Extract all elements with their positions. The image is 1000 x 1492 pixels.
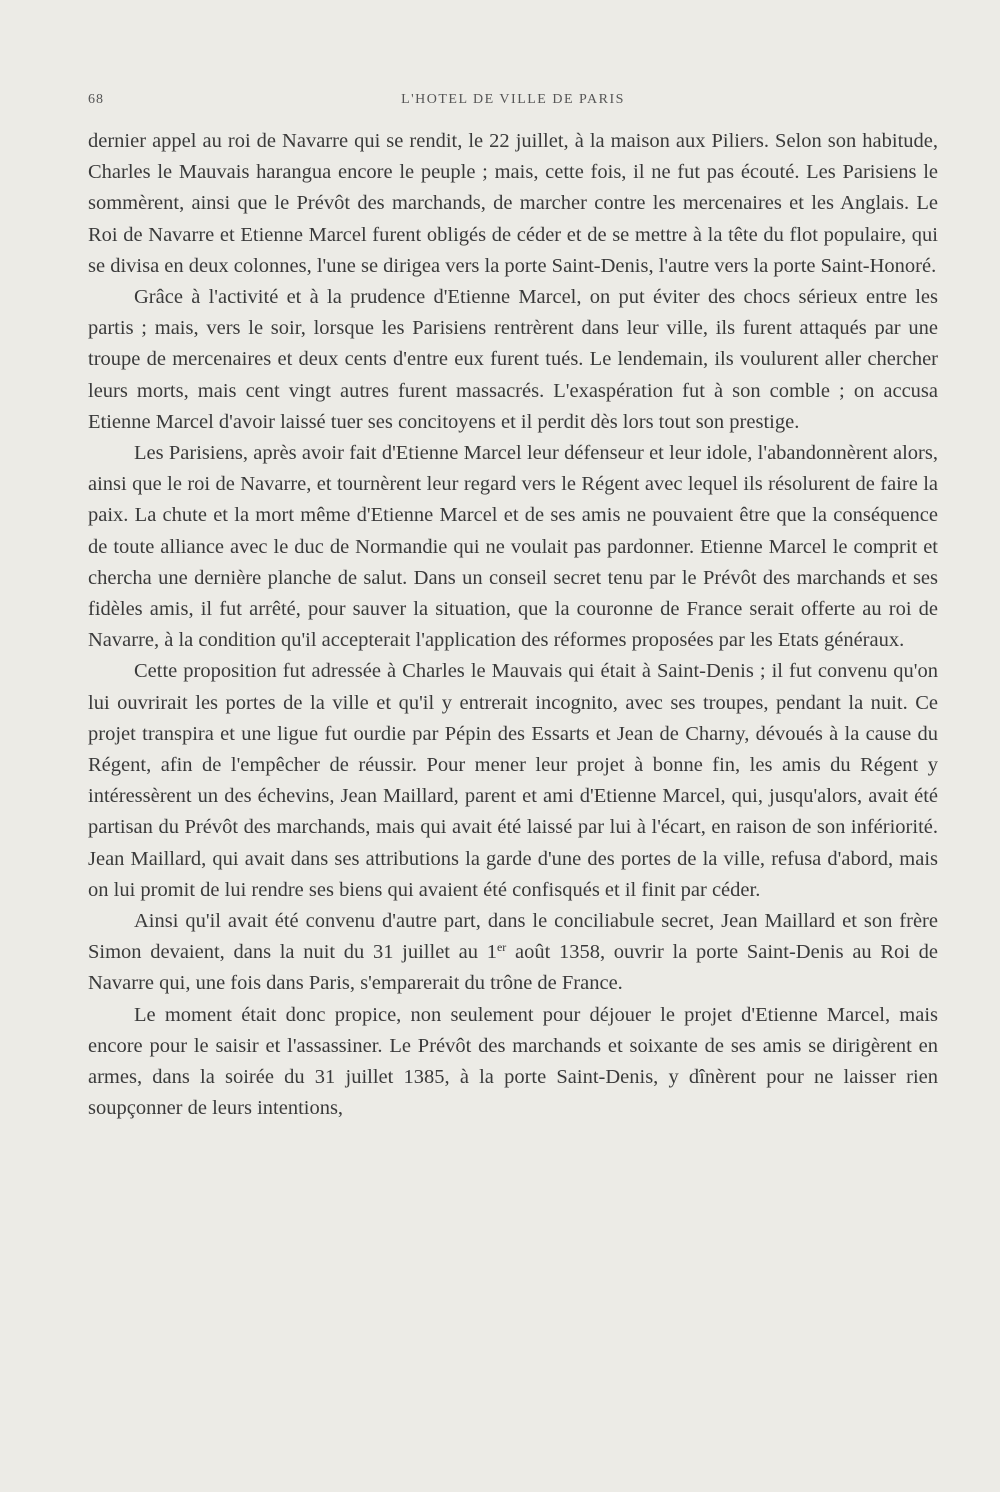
paragraph-3: Les Parisiens, après avoir fait d'Etienne Marcel leur défenseur et leur idole, l'abandonnèrent alors, ainsi que le roi de Navarre, et tournèrent leur regard vers le Régent avec lequel ils résolurent de faire la paix. La chute et la mort même d'Etienne Marcel et de ses amis ne pouvaient être que la conséquence de toute alliance avec le duc de Normandie qui ne voulait pas pardonner. Etienne Marcel le comprit et chercha une dernière planche de salut. Dans un conseil secret tenu par le Prévôt des marchands et ses fidèles amis, il fut arrêté, pour sauver la situation, que la couronne de France serait offerte au roi de Navarre, à la condition qu'il accepterait l'application des réformes proposées par les Etats généraux. [88, 442, 938, 652]
running-title: L'HOTEL DE VILLE DE PARIS [401, 92, 625, 107]
body-text [88, 126, 938, 1125]
paragraph-5-text-b: août 1358, ouvrir la porte Saint-Denis au Roi de Navarre qui, une fois dans Paris, s'emparerait du trône de France. [88, 941, 939, 995]
page-number: 68 [88, 92, 104, 107]
paragraph-5-text-a: Ainsi qu'il avait été convenu d'autre part, dans le conciliabule secret, Jean Maillard et son frère Simon devaient, dans la nuit du 31 juillet au 1 [88, 910, 938, 964]
paragraph-4: Cette proposition fut adressée à Charles le Mauvais qui était à Saint-Denis ; il fut convenu qu'on lui ouvrirait les portes de la ville et qu'il y entrerait incognito, avec ses troupes, pendant la nuit. Ce projet transpira et une ligue fut ourdie par Pépin des Essarts et Jean de Charny, dévoués à la cause du Régent, afin de l'empêcher de réussir. Pour mener leur projet à bonne fin, les amis du Régent y intéressèrent un des échevins, Jean Maillard, parent et ami d'Etienne Marcel, qui, jusqu'alors, avait été partisan du Prévôt des marchands, mais qui avait été laissé par lui à l'écart, en raison de son infériorité. Jean Maillard, qui avait dans ses attributions la garde d'une des portes de la ville, refusa d'abord, mais on lui promit de lui rendre ses biens qui avaient été confisqués et il finit par céder. [88, 660, 938, 901]
paragraph-5 [88, 906, 938, 1000]
ordinal-superscript: er [496, 940, 507, 955]
paragraph-1: dernier appel au roi de Navarre qui se rendit, le 22 juillet, à la maison aux Piliers. Selon son habitude, Charles le Mauvais harangua encore le peuple ; mais, cette fois, il ne fut pas écouté. Les Parisiens le sommèrent, ainsi que le Prévôt des marchands, de marcher contre les mercenaires et les Anglais. Le Roi de Navarre et Etienne Marcel furent obligés de céder et de se mettre à la tête du flot populaire, qui se divisa en deux colonnes, l'une se dirigea vers la porte Saint-Denis, l'autre vers la porte Saint-Honoré. [88, 130, 938, 277]
paragraph-2: Grâce à l'activité et à la prudence d'Etienne Marcel, on put éviter des chocs sérieux entre les partis ; mais, vers le soir, lorsque les Parisiens rentrèrent dans leur ville, ils furent attaqués par une troupe de mercenaires et deux cents d'entre eux furent tués. Le lendemain, ils voulurent aller chercher leurs morts, mais cent vingt autres furent massacrés. L'exaspération fut à son comble ; on accusa Etienne Marcel d'avoir laissé tuer ses concitoyens et il perdit dès lors tout son prestige. [88, 286, 938, 433]
paragraph-6: Le moment était donc propice, non seulement pour déjouer le projet d'Etienne Marcel, mais encore pour le saisir et l'assassiner. Le Prévôt des marchands et soixante de ses amis se dirigèrent en armes, dans la soirée du 31 juillet 1385, à la porte Saint-Denis, y dînèrent pour ne laisser rien soupçonner de leurs intentions, [88, 1003, 938, 1120]
page-header [88, 86, 938, 116]
